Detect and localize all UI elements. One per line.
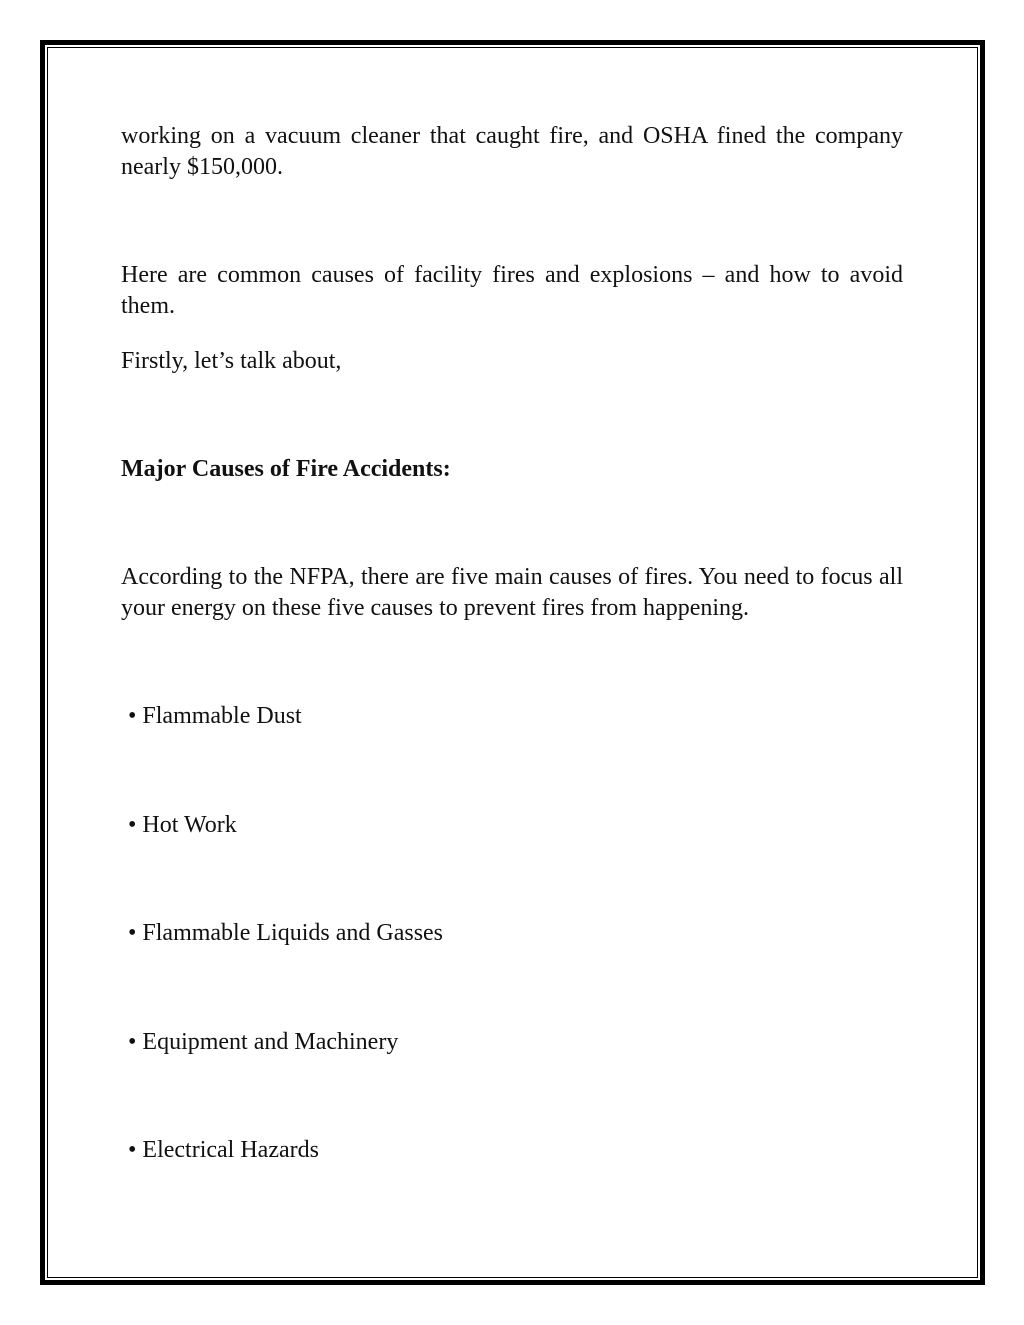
list-item-flammable-dust: • Flammable Dust	[128, 703, 302, 729]
paragraph-firstly: Firstly, let’s talk about,	[121, 348, 342, 374]
list-item-electrical: • Electrical Hazards	[128, 1137, 319, 1163]
list-item-flammable-liquids: • Flammable Liquids and Gasses	[128, 920, 444, 946]
list-item-equipment: • Equipment and Machinery	[128, 1029, 399, 1055]
section-heading: Major Causes of Fire Accidents:	[121, 456, 451, 482]
paragraph-nfpa: According to the NFPA, there are five main causes of fires. You need to focus all your energy on these five causes to prevent fires from happening.	[121, 564, 903, 621]
list-item-hot-work: • Hot Work	[128, 812, 237, 838]
paragraph-common-causes: Here are common causes of facility fires and explosions – and how to avoid them.	[121, 262, 903, 319]
paragraph-vacuum-fire: working on a vacuum cleaner that caught fire, and OSHA fined the company nearly $150,000.	[121, 123, 903, 180]
page-border-inner	[47, 47, 978, 1278]
